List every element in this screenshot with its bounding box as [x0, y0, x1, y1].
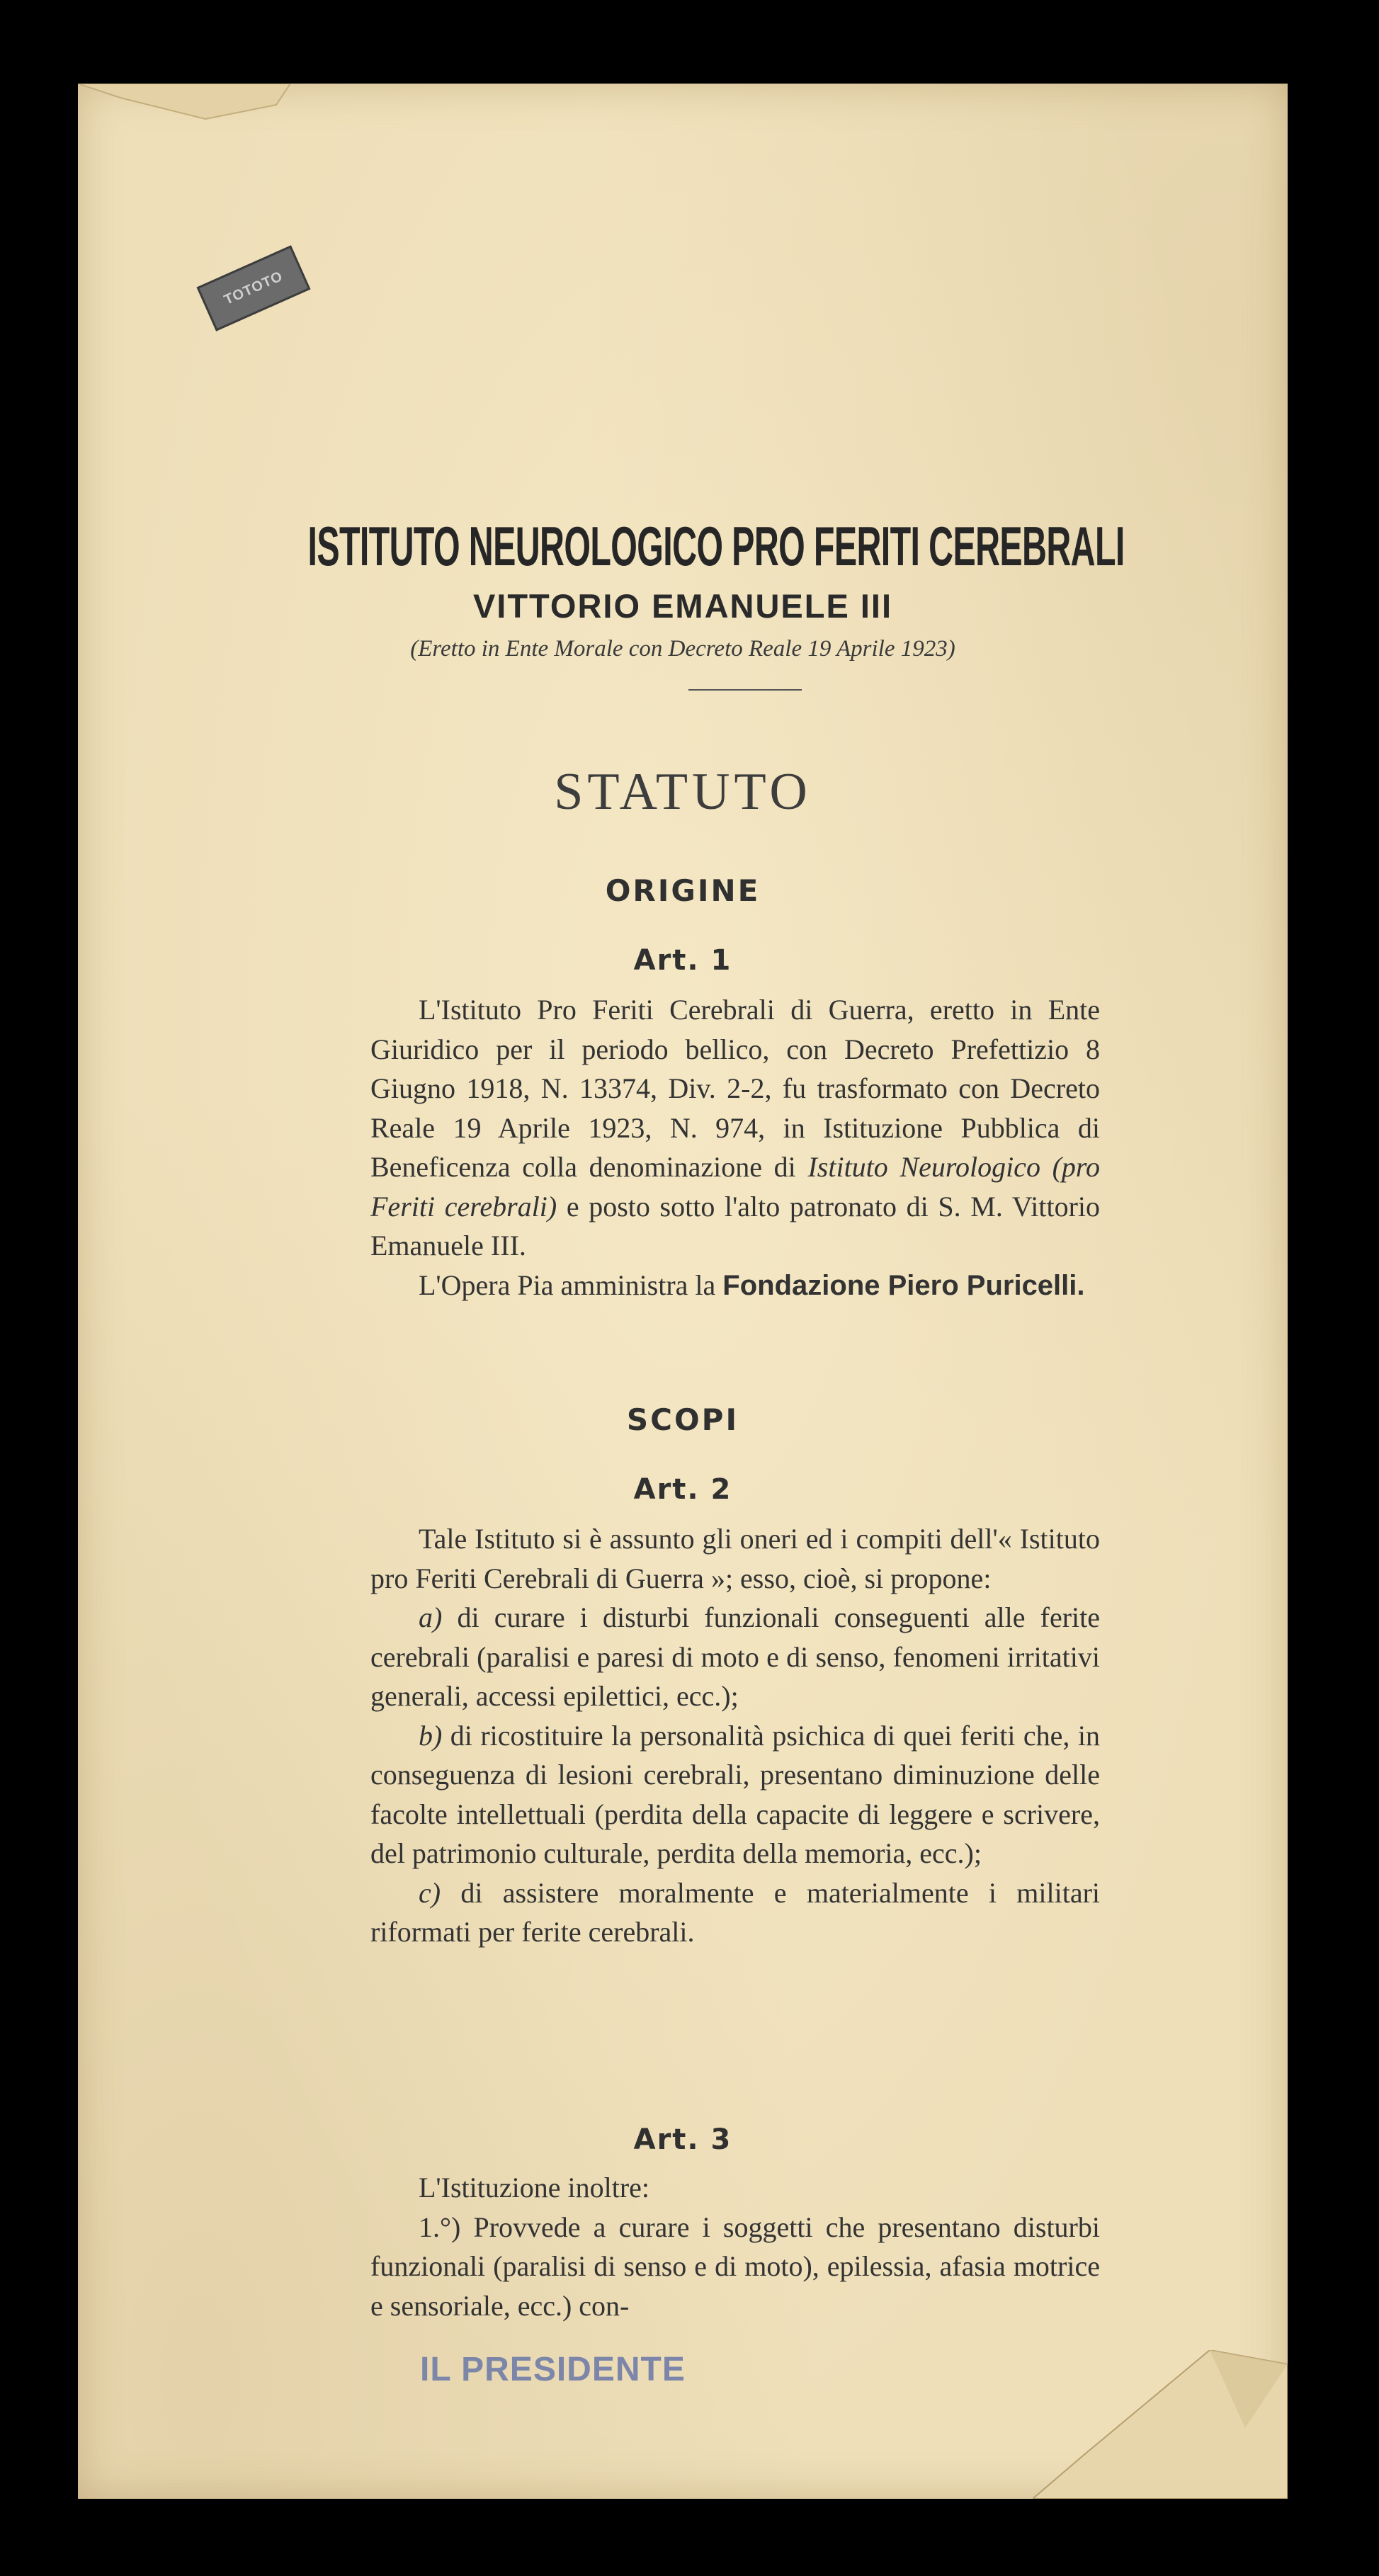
- decree-note: (Eretto in Ente Morale con Decreto Reale 19 Aprile 1923): [410, 636, 955, 662]
- article-1-paragraph-2: L'Opera Pia amministra la Fondazione Piero Puricelli.: [419, 1269, 1085, 1301]
- institute-italic-name: Istituto Neurologico (pro Feriti cerebrali): [370, 1151, 1100, 1222]
- document-title: STATUTO: [554, 763, 812, 821]
- article-1-heading: Art. 1: [633, 944, 732, 977]
- article-3-body: [370, 2168, 1100, 2325]
- article-1-paragraph-1: L'Istituto Pro Feriti Cerebrali di Guerra, eretto in Ente Giuridico per il periodo bellico, con Decreto Prefettizio 8 Giugno 1918, N. 13374, Div. 2-2, fu trasformato con Decreto Reale 19 Aprile 1923, N. 974, in Istituzione Pubblica di Beneficenza colla denominazione di Istituto Neurologico (pro Feriti cerebrali) e posto sotto l'alto patronato di S. M. Vittorio Emanuele III.: [370, 994, 1100, 1261]
- institute-subtitle: VITTORIO EMANUELE III: [472, 587, 893, 625]
- folded-corner-bottom-right: [1033, 2350, 1288, 2499]
- article-2-item-c: c) di assistere moralmente e materialmente i militari riformati per ferite cerebrali.: [370, 1876, 1100, 1948]
- section-heading-scopi: SCOPI: [626, 1402, 739, 1437]
- archive-label-stamp: TOTOTO: [196, 245, 310, 331]
- folded-corner-top-left: [78, 84, 290, 126]
- article-2-item-b: b) di ricostituire la personalità psichica di quei feriti che, in conseguenza di lesioni cerebrali, presentano diminuzione delle facolte intellettuali (perdita della capacite di leggere e scrivere, del patrimonio culturale, perdita della memoria, ecc.);: [370, 1719, 1100, 1869]
- article-3-heading: Art. 3: [633, 2123, 732, 2156]
- article-2-heading: Art. 2: [633, 1473, 732, 1506]
- president-stamp: IL PRESIDENTE: [420, 2351, 686, 2388]
- document-sheet: [78, 84, 1288, 2499]
- article-3-intro: L'Istituzione inoltre:: [419, 2172, 650, 2203]
- header-divider: [688, 689, 802, 691]
- article-2-body: [370, 1519, 1100, 1952]
- foundation-name: Fondazione Piero Puricelli.: [722, 1269, 1085, 1301]
- institute-name: ISTITUTO NEUROLOGICO PRO FERITI CEREBRALI: [307, 515, 1125, 577]
- section-heading-origine: ORIGINE: [605, 873, 761, 908]
- article-2-item-a: a) di curare i disturbi funzionali conseguenti alle ferite cerebrali (paralisi e paresi di moto e di senso, fenomeni irritativi generali, accessi epilettici, ecc.);: [370, 1601, 1100, 1712]
- article-2-intro: Tale Istituto si è assunto gli oneri ed i compiti dell'« Istituto pro Feriti Cerebrali di Guerra »; esso, cioè, si propone:: [370, 1523, 1100, 1594]
- article-1-body: [370, 990, 1100, 1305]
- article-3-item-1: 1.°) Provvede a curare i soggetti che presentano disturbi funzionali (paralisi di senso e di moto), epilessia, afasia motrice e sensoriale, ecc.) con-: [370, 2211, 1100, 2322]
